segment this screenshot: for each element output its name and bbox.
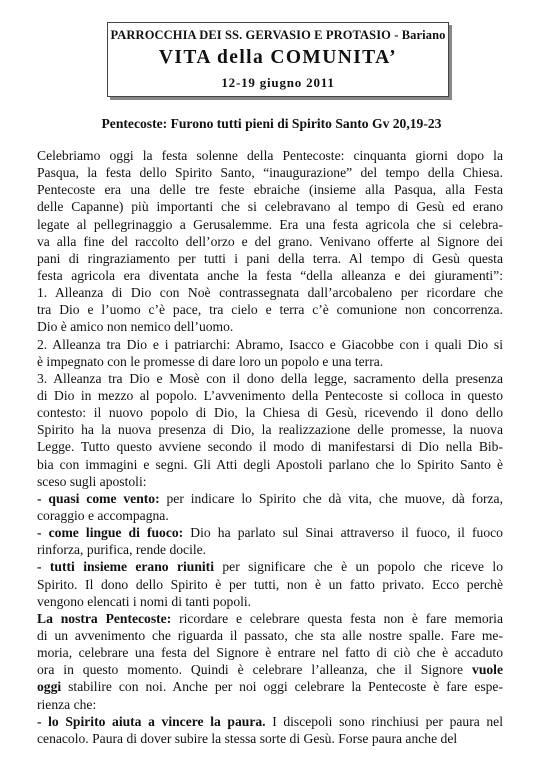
body-line xyxy=(37,627,503,644)
bold-phrase: La nostra Pentecoste: xyxy=(37,610,172,626)
body-line xyxy=(37,473,503,490)
bold-phrase: - tutti insieme erano riuniti xyxy=(37,559,214,575)
newsletter-title: VITA della COMUNITA’ xyxy=(158,47,398,68)
body-text: ricordare e celebrare questa festa non è fare memoria xyxy=(171,610,503,626)
body-text: festa agricola era diventata anche la festa “della alleanza e dei giuramenti”: xyxy=(37,267,503,283)
body-text: Legge. Tutto questo avviene secondo il modo di manifestarsi di Dio nella Bib- xyxy=(37,439,503,455)
body-text: ora in questo momento. Quindi è celebrare l’alleanza, che il Signore xyxy=(37,662,473,678)
body-text: rienza che: xyxy=(37,696,97,712)
body-line xyxy=(37,336,503,353)
body-text: 3. Alleanza tra Dio e Mosè con il dono della legge, sacramento della presenza xyxy=(37,370,503,386)
body-text: Spirito. Il dono dello Spirito è per tutti, non è un fatto privato. Ecco perchè xyxy=(37,576,503,592)
body-line xyxy=(37,404,503,421)
body-text: vengono elencati i nomi di tanti popoli. xyxy=(37,593,252,609)
body-line xyxy=(37,661,503,678)
body-line xyxy=(37,267,503,284)
body-line xyxy=(37,233,503,250)
body-line xyxy=(37,250,503,267)
body-line xyxy=(37,713,503,730)
body-text: 1. Alleanza di Dio con Noè contrassegnata dall’arcobaleno per ricordare che xyxy=(37,285,503,301)
body-text: delle Capanne) più importanti che si celebravano al tempo di Gesù ed erano xyxy=(37,199,503,215)
body-text: Pasqua, la festa dello Spirito Santo, “inaugurazione” del tempo della Chiesa. xyxy=(37,165,503,181)
body-line xyxy=(37,610,503,627)
body-text: stabilire con noi. Anche per noi oggi celebrare la Pentecoste è fare espe- xyxy=(61,679,503,695)
body-text: cenacolo. Paura di dover subire la stessa sorte di Gesù. Forse paura anche del xyxy=(37,730,458,746)
bold-phrase: - lo Spirito aiuta a vincere la paura. xyxy=(37,713,266,729)
body-line xyxy=(37,284,503,301)
body-line xyxy=(37,558,503,575)
header-box xyxy=(107,22,449,97)
body-line xyxy=(37,421,503,438)
body-text: 2. Alleanza tra Dio e i patriarchi: Abramo, Isacco e Giacobbe con i quali Dio si xyxy=(37,336,503,352)
body-line xyxy=(37,696,503,713)
body-text: tra Dio e l’uomo c’è pace, tra cielo e terra c’è comunione non concorrenza. xyxy=(37,302,503,318)
parish-name: PARROCCHIA DEI SS. GERVASIO E PROTASIO - Bariano xyxy=(110,28,446,42)
body-line xyxy=(37,216,503,233)
body-line xyxy=(37,456,503,473)
body-text: per significare che è un popolo che riceve lo xyxy=(213,559,503,575)
body-line xyxy=(37,370,503,387)
body-line xyxy=(37,438,503,455)
body-line xyxy=(37,301,503,318)
body-line xyxy=(37,524,503,541)
body-text: va alla fine del raccolto dell’orzo e del grano. Venivano offerte al Signore dei xyxy=(37,233,503,249)
body-text: coraggio e accompagna. xyxy=(37,507,169,523)
body-line xyxy=(37,730,503,747)
body-text: Celebriamo oggi la festa solenne della Pentecoste: cinquanta giorni dopo la xyxy=(37,148,503,163)
body-line xyxy=(37,507,503,524)
body-text: è impegnato con le promesse di dare loro un popolo e una terra. xyxy=(37,353,384,369)
body-text: Dio ha parlato sul Sinai attraverso il fuoco, il fuoco xyxy=(183,525,503,541)
body-text: moria, celebrare una festa del Signore è entrare nel fatto di ciò che è accaduto xyxy=(37,645,503,661)
bold-phrase: vuole xyxy=(472,662,503,678)
body-text: di Dio in mezzo al popolo. L’avvenimento della Pentecoste si colloca in questo xyxy=(37,387,503,403)
body-line xyxy=(37,181,503,198)
body-line xyxy=(37,318,503,335)
body-text: Spirito ha la nuova presenza di Dio, la realizzazione delle promesse, la nuova xyxy=(37,422,503,438)
body-line xyxy=(37,387,503,404)
body-line xyxy=(37,353,503,370)
body-text: legate al pellegrinaggio a Gerusalemme. Era una festa agricola che si celebra- xyxy=(37,216,503,232)
body-line xyxy=(37,576,503,593)
body-line xyxy=(37,147,503,164)
body-text: pani di ringraziamento per tutti i pani della terra. Al tempo di Gesù questa xyxy=(37,250,503,266)
article-body xyxy=(37,147,503,747)
bold-phrase: oggi xyxy=(37,679,62,695)
issue-dates: 12-19 giugno 2011 xyxy=(221,75,335,90)
article-headline: Pentecoste: Furono tutti pieni di Spirito Santo Gv 20,19-23 xyxy=(101,116,442,131)
body-line xyxy=(37,198,503,215)
bold-phrase: - quasi come vento: xyxy=(37,490,160,506)
body-text: Dio è amico non nemico dell’uomo. xyxy=(37,319,234,335)
body-line xyxy=(37,490,503,507)
bold-phrase: - come lingue di fuoco: xyxy=(37,525,184,541)
body-text: rinforza, purifica, rende docile. xyxy=(37,542,207,558)
body-text: di un avvenimento che riguarda il passato, che sta alle nostre spalle. Fare me- xyxy=(37,627,503,643)
body-text: per indicare lo Spirito che dà vita, che muove, dà forza, xyxy=(159,490,503,506)
body-line xyxy=(37,541,503,558)
body-text: contesto: il nuovo popolo di Dio, la Chiesa di Gesù, ricevendo il dono dello xyxy=(37,405,503,421)
body-text: bia con immagini e segni. Gli Atti degli Apostoli parlano che lo Spirito Santo è xyxy=(37,456,503,472)
body-line xyxy=(37,678,503,695)
body-text: Pentecoste era una delle tre feste ebraiche (insieme alla Pasqua, alla Festa xyxy=(37,182,503,198)
body-text: I discepoli sono rinchiusi per paura nel xyxy=(265,713,503,729)
body-line xyxy=(37,644,503,661)
body-line xyxy=(37,164,503,181)
body-line xyxy=(37,593,503,610)
body-text: sceso sugli apostoli: xyxy=(37,473,147,489)
